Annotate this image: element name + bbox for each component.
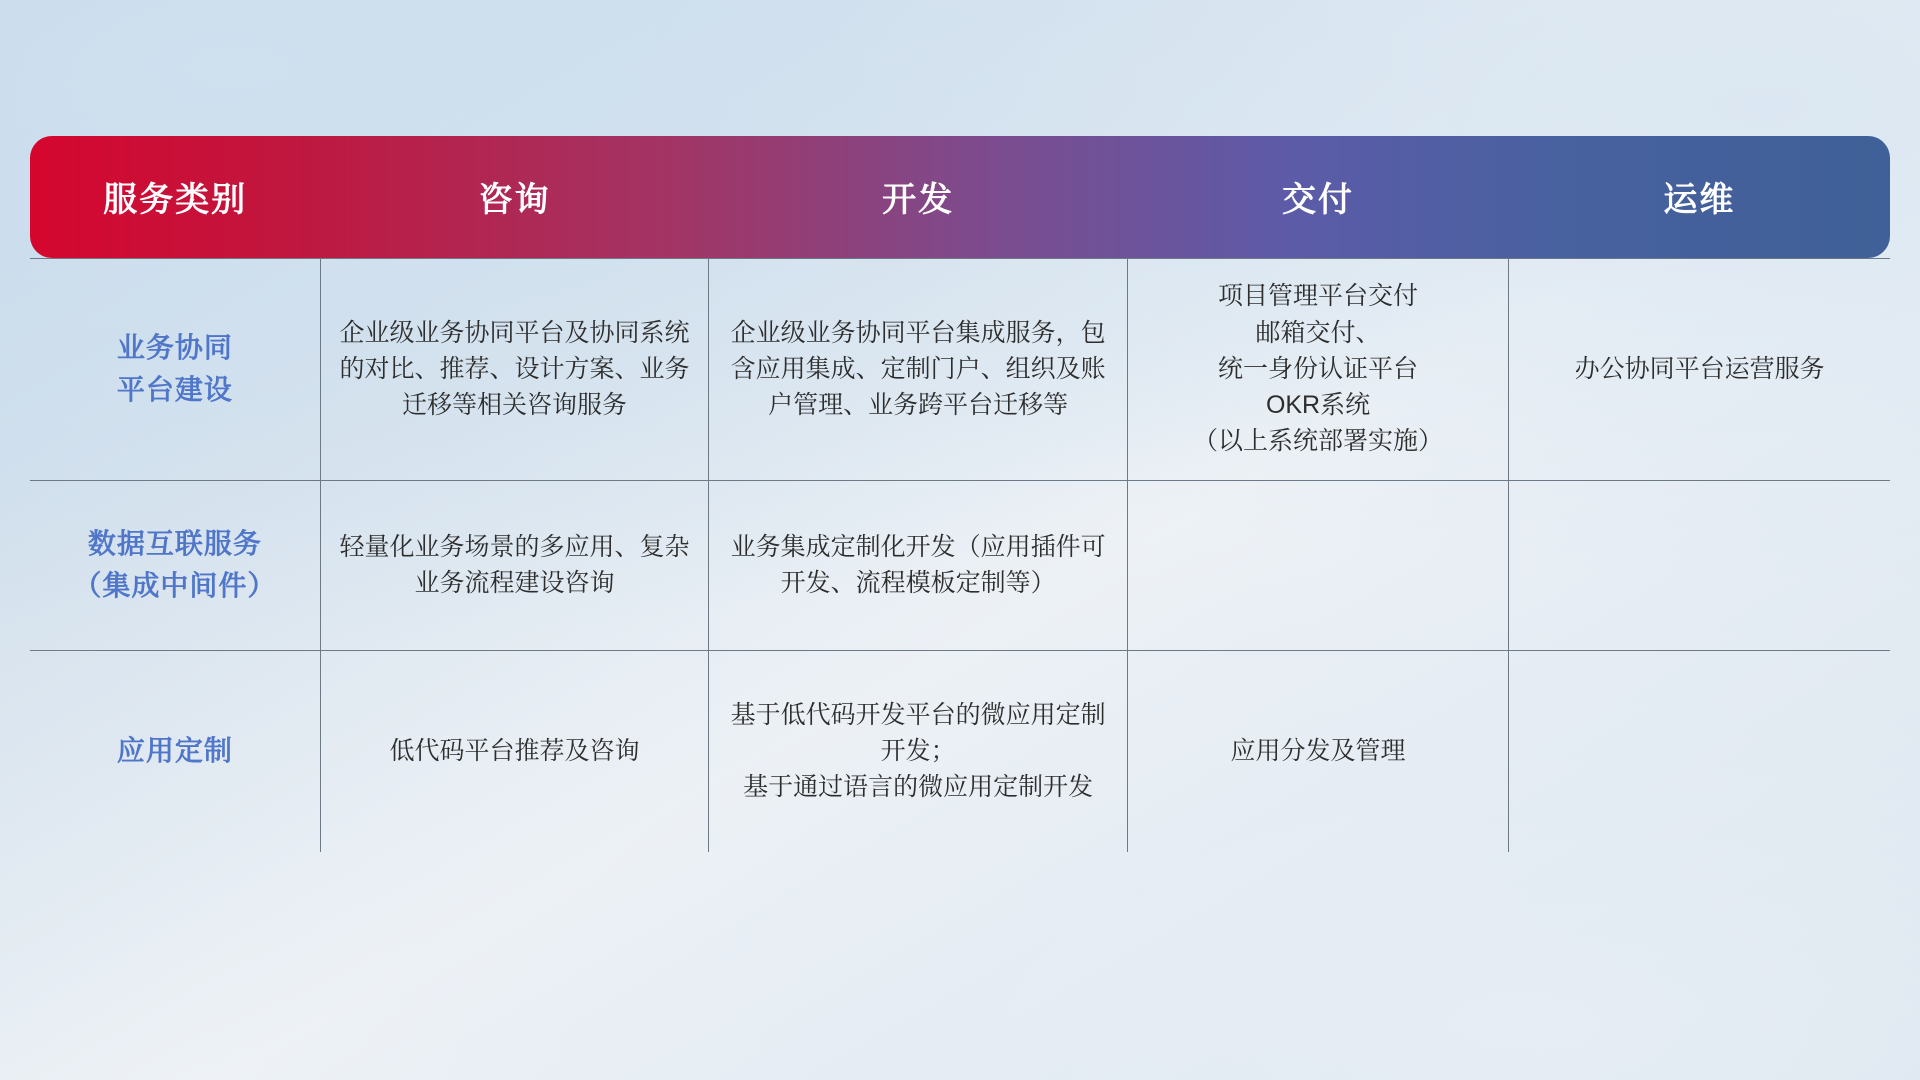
- table-row: [30, 258, 1890, 480]
- row-1-delivery-line-5: （以上系统部署实施）: [1193, 427, 1444, 456]
- row-3-development-line-2: 基于通过语言的微应用定制开发: [743, 773, 1094, 802]
- row-2-consulting-cell: 轻量化业务场景的多应用、复杂业务流程建设咨询: [320, 480, 709, 650]
- row-1-delivery-cell: [1127, 258, 1508, 480]
- row-2-category-line-1: 数据互联服务: [87, 528, 262, 559]
- table-body: [30, 258, 1890, 852]
- row-1-consulting-cell: 企业级业务协同平台及协同系统的对比、推荐、设计方案、业务迁移等相关咨询服务: [320, 258, 709, 480]
- row-1-category-cell: [30, 258, 320, 480]
- header-cell-delivery: 交付: [1282, 181, 1355, 220]
- table-header-row: [30, 136, 1890, 258]
- table-row: [30, 650, 1890, 852]
- row-3-development-line-1: 基于低代码开发平台的微应用定制开发；: [730, 700, 1106, 766]
- row-3-development-cell: [709, 650, 1128, 852]
- row-1-delivery-line-2: 邮箱交付、: [1255, 318, 1381, 347]
- row-1-development-cell: 企业级业务协同平台集成服务，包含应用集成、定制门户、组织及账户管理、业务跨平台迁移等: [709, 258, 1128, 480]
- row-2-delivery-cell: [1127, 480, 1508, 650]
- row-2-development-cell: 业务集成定制化开发（应用插件可开发、流程模板定制等）: [709, 480, 1128, 650]
- row-3-category-cell: [30, 650, 320, 852]
- row-1-delivery-line-1: 项目管理平台交付: [1218, 282, 1419, 311]
- row-1-delivery-line-4: OKR系统: [1265, 391, 1371, 420]
- service-matrix-table-wrapper: [30, 136, 1890, 852]
- row-1-category-line-2: 平台建设: [116, 374, 233, 405]
- service-matrix-table: [30, 136, 1890, 852]
- table-header: [30, 136, 1890, 258]
- row-2-category-cell: [30, 480, 320, 650]
- row-1-category-line-1: 业务协同: [116, 332, 233, 363]
- header-cell-category: 服务类别: [103, 181, 248, 220]
- row-1-delivery-line-3: 统一身份认证平台: [1218, 354, 1419, 383]
- row-2-category-line-2: （集成中间件）: [73, 570, 277, 601]
- header-cell-consulting: 咨询: [478, 181, 551, 220]
- row-3-delivery-cell: 应用分发及管理: [1127, 650, 1508, 852]
- row-3-consulting-cell: 低代码平台推荐及咨询: [320, 650, 709, 852]
- row-3-operations-cell: [1509, 650, 1890, 852]
- row-1-operations-cell: 办公协同平台运营服务: [1509, 258, 1890, 480]
- table-row: [30, 480, 1890, 650]
- row-2-operations-cell: [1509, 480, 1890, 650]
- row-3-category-line-1: 应用定制: [116, 735, 233, 767]
- header-cell-operations: 运维: [1663, 181, 1736, 220]
- header-cell-development: 开发: [882, 181, 955, 220]
